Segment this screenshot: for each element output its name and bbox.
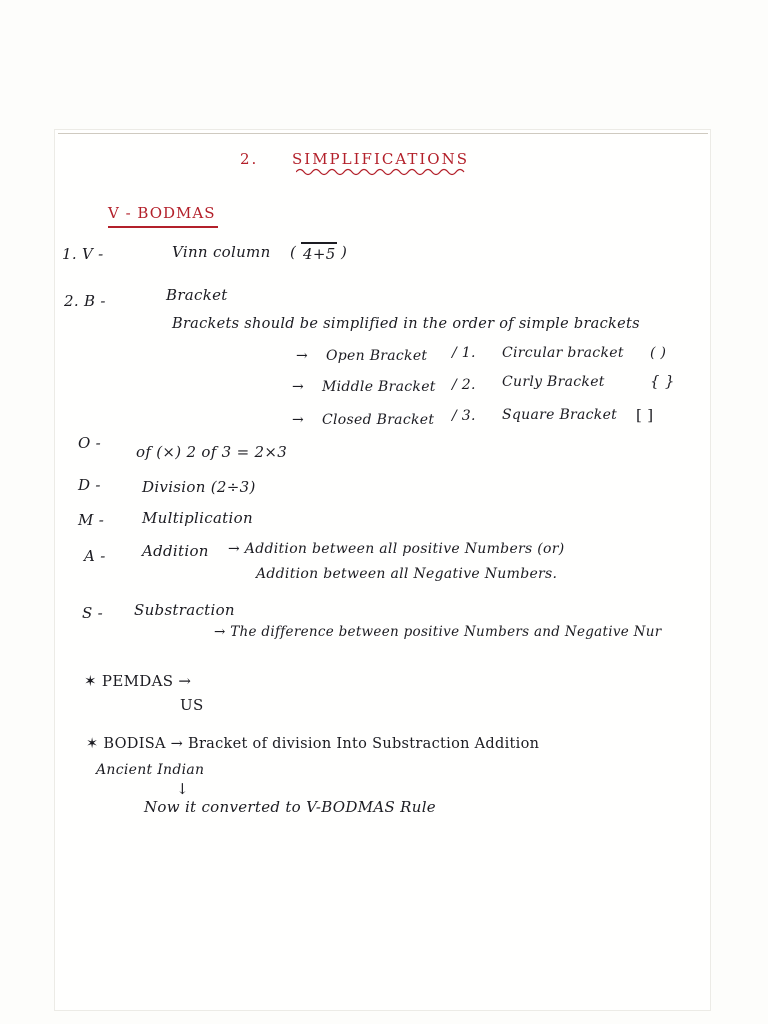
rule-a-text: Addition: [142, 542, 209, 560]
rule-b-note: Brackets should be simplified in the order of simple brackets: [172, 316, 640, 332]
bracket-3-name: Closed Bracket: [322, 412, 435, 428]
bracket-3-arrow: →: [292, 412, 305, 428]
bracket-1-symbol: ( ): [650, 345, 667, 361]
rule-m-label: M -: [78, 511, 105, 529]
pemdas-note: ✶ PEMDAS →: [84, 672, 192, 690]
chapter-number: 2.: [240, 150, 259, 168]
rule-v-text: Vinn column: [172, 243, 271, 261]
bracket-2-arrow: →: [292, 379, 305, 395]
bracket-1-sep: / 1.: [452, 345, 476, 361]
rule-v-label: 1. V -: [62, 245, 104, 263]
rule-b-text: Bracket: [166, 286, 228, 304]
bracket-2-type: Curly Bracket: [502, 374, 605, 390]
rule-o-text: of (×) 2 of 3 = 2×3: [136, 443, 288, 461]
bodisa-note: ✶ BODISA → Bracket of division Into Substraction Addition: [86, 736, 540, 752]
rule-v-close-paren: ): [341, 243, 348, 261]
bracket-2-symbol: { }: [650, 372, 675, 390]
ancient-indian-label: Ancient Indian: [96, 762, 205, 778]
rule-a-label: A -: [84, 547, 106, 565]
rule-s-label: S -: [82, 604, 104, 622]
section-underline: [108, 226, 218, 228]
versus-label: US: [180, 696, 204, 714]
bracket-1-arrow: →: [296, 348, 309, 364]
converted-note: Now it converted to V-BODMAS Rule: [144, 798, 436, 816]
bracket-3-sep: / 3.: [452, 408, 476, 424]
section-heading: V - BODMAS: [108, 204, 216, 222]
bracket-3-symbol: [ ]: [636, 406, 654, 424]
rule-d-label: D -: [78, 476, 101, 494]
rule-o-label: O -: [78, 434, 102, 452]
rule-s-line1: → The difference between positive Numbers and Negative Nur: [214, 624, 662, 640]
bracket-3-type: Square Bracket: [502, 407, 618, 423]
rule-a-line2: Addition between all Negative Numbers.: [256, 566, 558, 582]
rule-m-text: Multiplication: [142, 509, 253, 527]
title-wavy-underline: [296, 167, 468, 177]
bracket-2-sep: / 2.: [452, 377, 476, 393]
rule-v-open-paren: (: [290, 243, 297, 261]
bracket-1-type: Circular bracket: [502, 345, 624, 361]
bracket-1-name: Open Bracket: [326, 348, 428, 364]
down-arrow: ↓: [176, 780, 189, 798]
rule-d-text: Division (2÷3): [142, 478, 256, 496]
rule-b-label: 2. B -: [64, 292, 106, 310]
page-title: SIMPLIFICATIONS: [292, 150, 469, 168]
page-edge-line: [58, 133, 708, 134]
vinculum-bar: [301, 242, 337, 244]
bracket-2-name: Middle Bracket: [322, 379, 436, 395]
rule-s-text: Substraction: [134, 601, 235, 619]
rule-v-expression: 4+5: [303, 245, 336, 263]
rule-a-line1: → Addition between all positive Numbers (or): [228, 541, 565, 557]
